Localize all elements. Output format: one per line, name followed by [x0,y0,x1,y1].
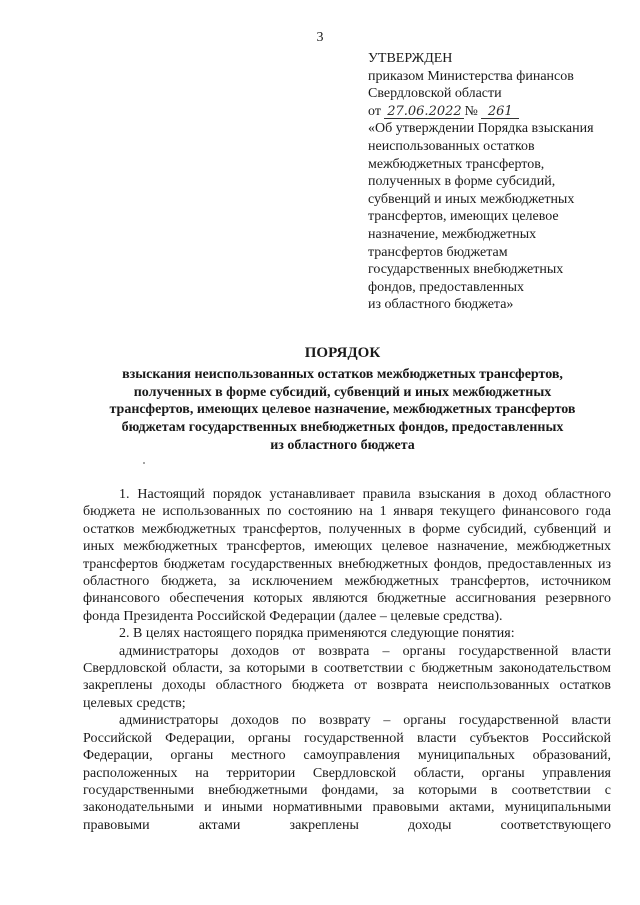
title-line: из областного бюджета [270,437,415,453]
approval-line-region: Свердловской области [368,86,502,102]
scan-speck [143,462,145,464]
approval-line-order: приказом Министерства финансов [368,68,574,84]
title-heading: ПОРЯДОК [304,345,381,361]
approval-ref-line: «Об утверждении Порядка взыскания [368,121,594,137]
title-line: полученных в форме субсидий, субвенций и иных межбюджетных [133,384,552,400]
approval-ref-line: фондов, предоставленных [368,279,525,295]
handwritten-date: 27.06.2022 [384,105,464,119]
approval-ref-line: полученных в форме субсидий, [368,174,556,190]
approval-ref-line: назначение, межбюджетных [368,226,537,242]
approval-ref-line: государственных внебюджетных [368,262,564,278]
paragraph-2: 2. В целях настоящего порядка применяются следующие понятия: [119,626,515,642]
title-line: бюджетам государственных внебюджетных фондов, предоставленных [121,420,564,436]
number-label: № [464,103,478,119]
approval-date-number-line [368,103,623,121]
approval-ref-line: неиспользованных остатков [368,138,535,154]
approval-ref-line: субвенций и иных межбюджетных [368,191,575,207]
approval-ref-line: трансфертов, имеющих целевое [368,209,559,225]
approval-ref-line: трансфертов бюджетам [368,244,508,260]
from-label: от [368,103,381,119]
approval-heading: УТВЕРЖДЕН [368,51,453,66]
title-line: трансфертов, имеющих целевое назначение, межбюджетных трансфертов [109,402,576,418]
approval-ref-line: межбюджетных трансфертов, [368,156,545,172]
document-title [70,345,615,455]
handwritten-number: 261 [481,105,519,119]
approval-ref-line: из областного бюджета» [368,297,514,313]
approval-stamp-block [368,50,623,314]
paragraph-4: администраторы доходов по возврату – органы государственной власти Российской Федерации, органы государственной власти субъектов Российской Федерации, органы местного самоуправления муниципальных образований, расположенных на территории Свердловской области, органы управления государственными внебюджетными фондами, за которыми в соответствии с законодательными и иными нормативными правовыми актами, муниципальными правовыми актами закреплены доходы соответствующего [83,713,611,833]
page-number: 3 [316,30,324,45]
title-line: взыскания неиспользованных остатков межбюджетных трансфертов, [122,366,563,382]
paragraph-1: 1. Настоящий порядок устанавливает правила взыскания в доход областного бюджета не использованных по состоянию на 1 января текущего финансового года остатков межбюджетных трансфертов, полученных в форме субсидий, субвенций и иных межбюджетных трансфертов, имеющих целевое назначение, межбюджетных трансфертов бюджетам государственных внебюджетных фондов, предоставленных из областного бюджета, за исключением межбюджетных трансфертов, источником финансового обеспечения которых являются бюджетные ассигнования резервного фонда Президента Российской Федерации (далее – целевые средства). [83,487,611,624]
paragraph-3: администраторы доходов от возврата – органы государственной власти Свердловской области, за которыми в соответствии с бюджетным законодательством закреплены доходы областного бюджета от возврата неиспользованных остатков целевых средств; [83,643,611,711]
document-body [83,486,611,834]
